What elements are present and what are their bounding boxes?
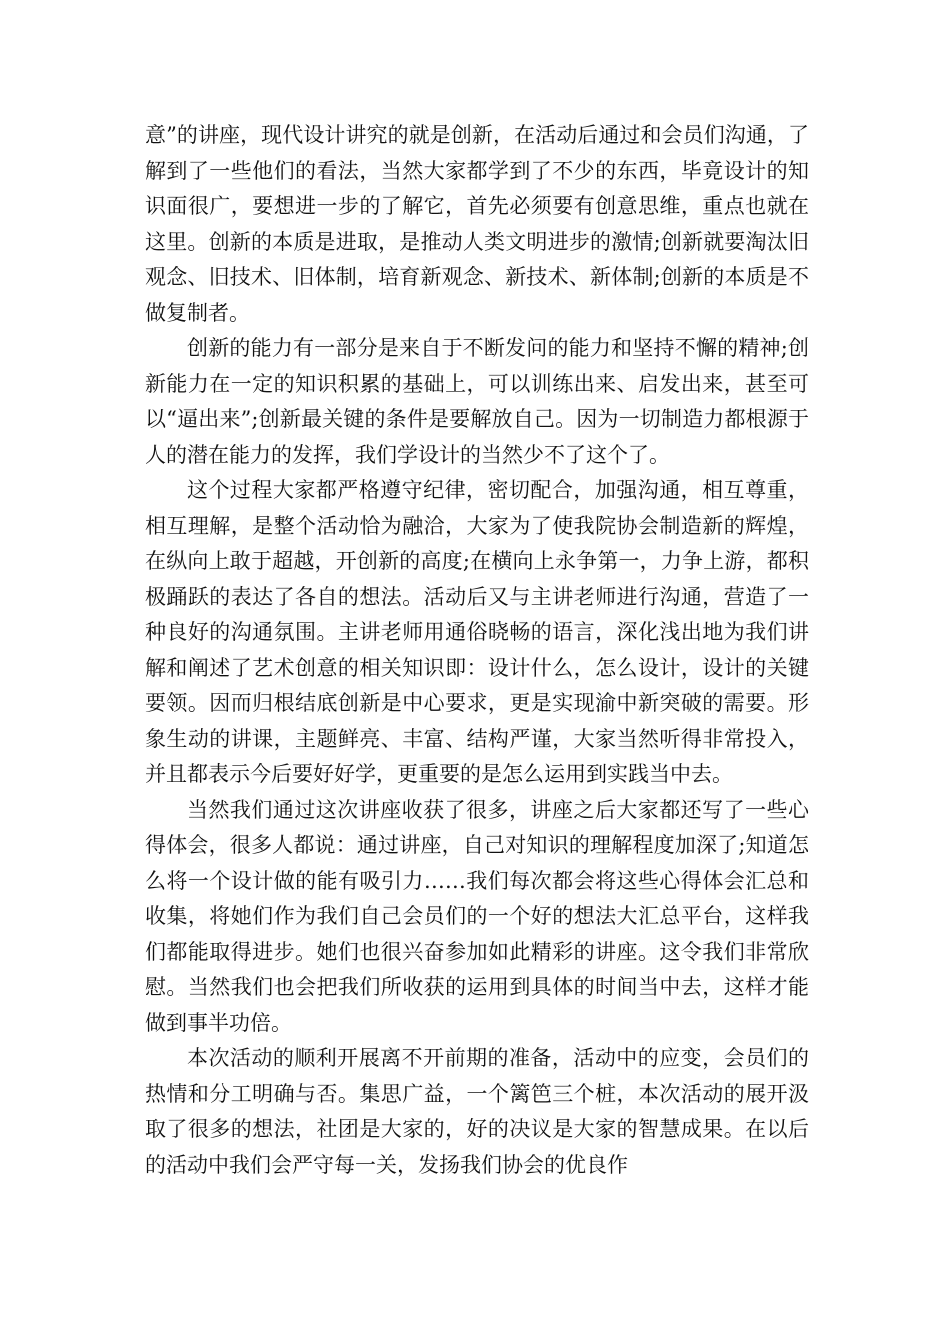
paragraph-1: 意”的讲座，现代设计讲究的就是创新，在活动后通过和会员们沟通，了解到了一些他们的看法，当然大家都学到了不少的东西，毕竟设计的知识面很广，要想进一步的了解它，首先必须要有创意思维，重点也就在这里。创新的本质是进取，是推动人类文明进步的激情;创新就要淘汰旧观念、旧技术、旧体制，培育新观念、新技术、新体制;创新的本质是不做复制者。: [145, 123, 809, 325]
paragraph-3: 这个过程大家都严格遵守纪律，密切配合，加强沟通，相互尊重，相互理解，是整个活动恰为融洽，大家为了使我院协会制造新的辉煌，在纵向上敢于超越，开创新的高度;在横向上永争第一，力争上游，都积极踊跃的表达了各自的想法。活动后又与主讲老师进行沟通，营造了一种良好的沟通氛围。主讲老师用通俗晓畅的语言，深化浅出地为我们讲解和阐述了艺术创意的相关知识即：设计什么，怎么设计，设计的关键要领。因而归根结底创新是中心要求，更是实现渝中新突破的需要。形象生动的讲课，主题鲜亮、丰富、结构严谨，大家当然听得非常投入，并且都表示今后要好好学，更重要的是怎么运用到实践当中去。: [145, 478, 809, 786]
paragraph-5: 本次活动的顺利开展离不开前期的准备，活动中的应变，会员们的热情和分工明确与否。集思广益，一个篱笆三个桩，本次活动的展开汲取了很多的想法，社团是大家的，好的决议是大家的智慧成果。在以后的活动中我们会严守每一关，发扬我们协会的优良作: [145, 1046, 809, 1177]
paragraph-2: 创新的能力有一部分是来自于不断发问的能力和坚持不懈的精神;创新能力在一定的知识积累的基础上，可以训练出来、启发出来，甚至可以“逼出来”;创新最关键的条件是要解放自己。因为一切制造力都根源于人的潜在能力的发挥，我们学设计的当然少不了这个了。: [145, 336, 809, 467]
document-body: [145, 118, 809, 1183]
paragraph-4: 当然我们通过这次讲座收获了很多，讲座之后大家都还写了一些心得体会，很多人都说：通过讲座，自己对知识的理解程度加深了;知道怎么将一个设计做的能有吸引力……我们每次都会将这些心得体会汇总和收集，将她们作为我们自己会员们的一个好的想法大汇总平台，这样我们都能取得进步。她们也很兴奋参加如此精彩的讲座。这令我们非常欣慰。当然我们也会把我们所收获的运用到具体的时间当中去，这样才能做到事半功倍。: [145, 797, 809, 1035]
